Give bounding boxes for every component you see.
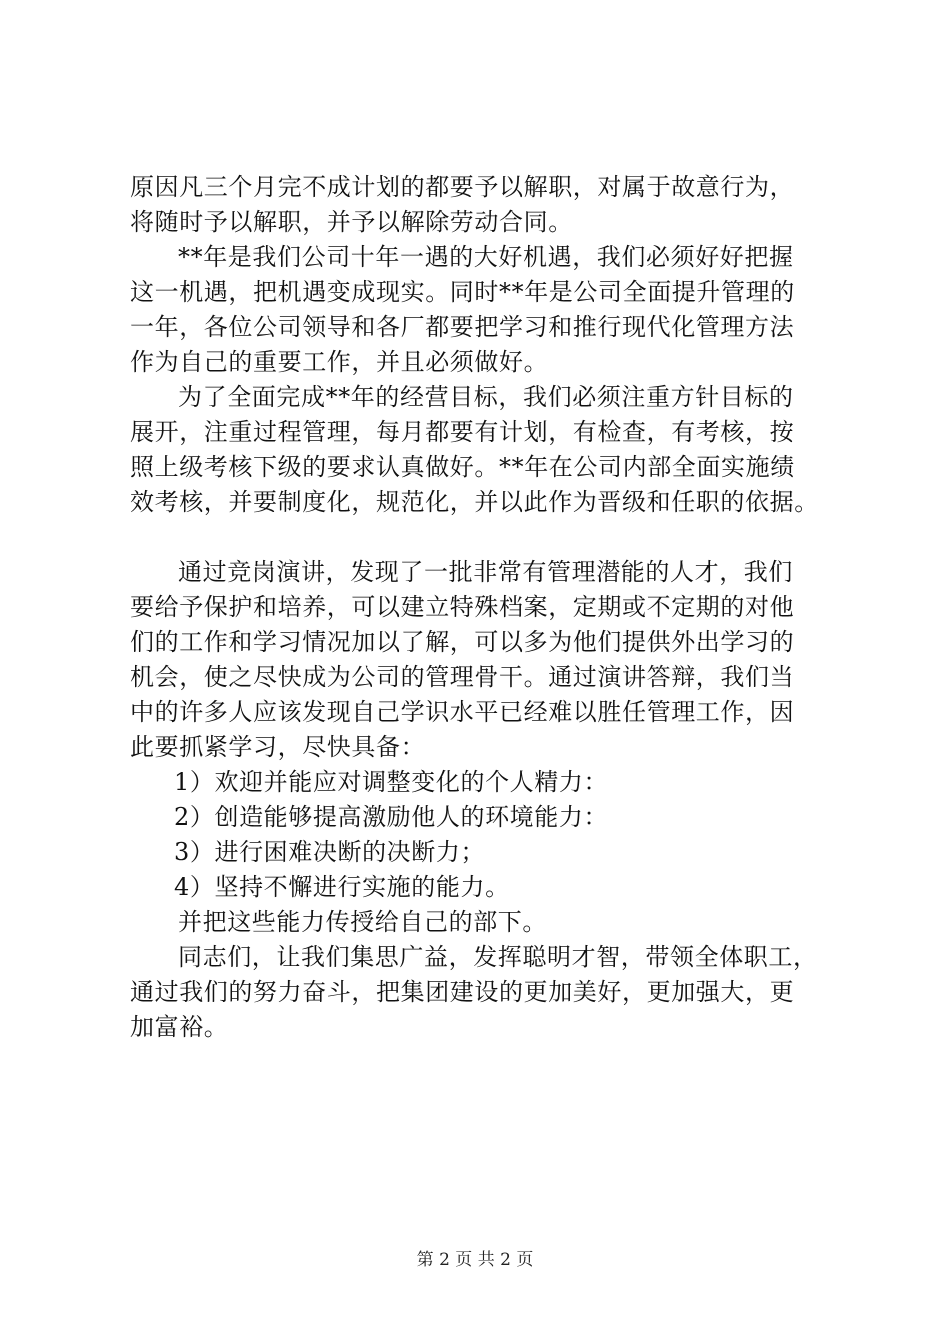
paragraph-spacer <box>130 520 850 555</box>
list-item: 2）创造能够提高激励他人的环境能力： <box>174 803 609 831</box>
paragraph-opportunity: **年是我们公司十年一遇的大好机遇，我们必须好好把握 这一机遇，把机遇变成现实。同时**年是公司全面提升管理的 一年，各位公司领导和各厂都要把学习和推行现代化管理方法 作为自己的重要工作，并且必须做好。 <box>130 243 795 376</box>
paragraph-business-goals: 为了全面完成**年的经营目标，我们必须注重方针目标的 展开，注重过程管理，每月都要有计划，有检查，有考核，按 照上级考核下级的要求认真做好。**年在公司内部全面实施绩 效考核，并要制度化，规范化，并以此作为晋级和任职的依据。 <box>130 383 819 516</box>
paragraph-continuation: 原因凡三个月完不成计划的都要予以解职，对属于故意行为， 将随时予以解职，并予以解除劳动合同。 <box>130 173 795 236</box>
paragraph-closing: 同志们，让我们集思广益，发挥聪明才智，带领全体职工， 通过我们的努力奋斗，把集团建设的更加美好，更加强大，更 加富裕。 <box>130 943 818 1041</box>
paragraph-after-list: 并把这些能力传授给自己的部下。 <box>178 908 547 936</box>
list-item: 4）坚持不懈进行实施的能力。 <box>174 873 510 901</box>
list-item: 3）进行困难决断的决断力； <box>174 838 486 866</box>
document-body <box>130 170 850 1045</box>
list-item: 1）欢迎并能应对调整变化的个人精力： <box>174 768 609 796</box>
page-number-footer: 第 2 页 共 2 页 <box>416 1250 534 1270</box>
paragraph-talent: 通过竞岗演讲，发现了一批非常有管理潜能的人才，我们 要给予保护和培养，可以建立特殊档案，定期或不定期的对他 们的工作和学习情况加以了解，可以多为他们提供外出学习的 机会，使之尽快成为公司的管理骨干。通过演讲答辩，我们当 中的许多人应该发现自己学识水平已经难以胜任管理工作，因 此要抓紧学习，尽快具备： <box>130 558 795 761</box>
